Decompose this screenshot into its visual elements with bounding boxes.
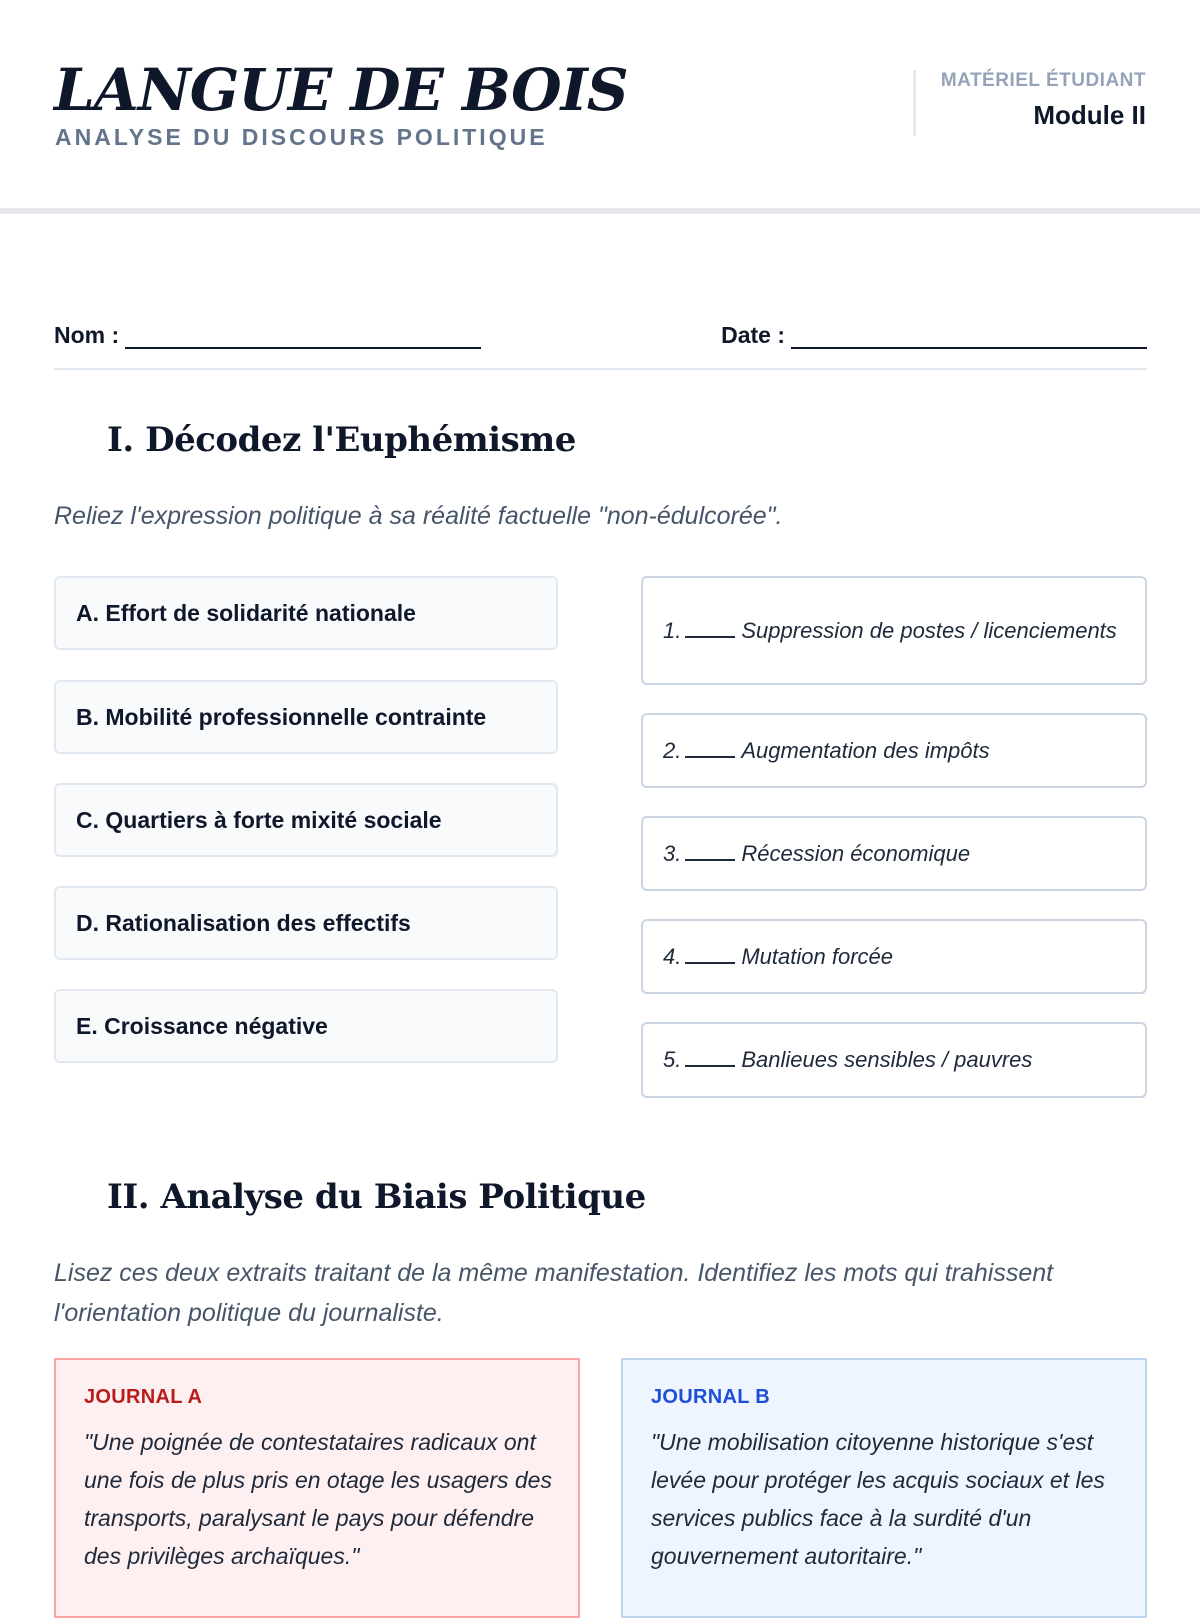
term-item: E. Croissance négative bbox=[54, 989, 558, 1063]
answer-text: Suppression de postes / licenciements bbox=[741, 617, 1117, 643]
answer-item bbox=[641, 919, 1147, 994]
answer-item bbox=[641, 816, 1147, 891]
material-label: MATÉRIEL ÉTUDIANT bbox=[940, 70, 1146, 91]
term-item: A. Effort de solidarité nationale bbox=[54, 576, 558, 650]
name-field[interactable] bbox=[54, 322, 481, 349]
term-item: C. Quartiers à forte mixité sociale bbox=[54, 783, 558, 857]
term-item: D. Rationalisation des effectifs bbox=[54, 886, 558, 960]
journal-b-label: JOURNAL B bbox=[651, 1386, 771, 1408]
page-header bbox=[0, 0, 1200, 214]
answer-blank[interactable] bbox=[685, 944, 735, 964]
module-info bbox=[913, 70, 1146, 136]
section-title-bias: II. Analyse du Biais Politique bbox=[107, 1177, 646, 1217]
section-instruction-bias: Lisez ces deux extraits traitant de la même manifestation. Identifiez les mots qui trahissent l'orientation politique du journaliste. bbox=[54, 1259, 1054, 1327]
journal-b-card bbox=[621, 1358, 1147, 1618]
answer-text: Mutation forcée bbox=[741, 943, 893, 969]
date-label: Date : bbox=[721, 322, 785, 348]
answer-number: 1. bbox=[663, 617, 682, 643]
answer-item bbox=[641, 713, 1147, 788]
date-field[interactable] bbox=[721, 322, 1147, 349]
section-instruction-euphemism: Reliez l'expression politique à sa réalité factuelle "non-édulcorée". bbox=[54, 502, 783, 530]
answer-blank[interactable] bbox=[685, 618, 735, 638]
answer-number: 5. bbox=[663, 1047, 682, 1072]
answer-content bbox=[663, 614, 1117, 648]
journal-b-quote: "Une mobilisation citoyenne historique s'est levée pour protéger les acquis sociaux et les services publics face à la surdité d'un gouvernement autoritaire." bbox=[651, 1429, 1105, 1569]
answer-number: 2. bbox=[663, 737, 682, 763]
answer-blank[interactable] bbox=[685, 841, 735, 861]
answer-content bbox=[663, 940, 893, 974]
answer-text: Augmentation des impôts bbox=[741, 737, 990, 763]
answer-content bbox=[663, 734, 990, 768]
journal-a-card bbox=[54, 1358, 580, 1618]
answer-number: 4. bbox=[663, 943, 682, 969]
answer-item bbox=[641, 576, 1147, 685]
module-label: Module II bbox=[1033, 100, 1146, 130]
answer-number: 3. bbox=[663, 840, 682, 866]
journal-a-quote: "Une poignée de contestataires radicaux ont une fois de plus pris en otage les usagers des transports, paralysant le pays pour défendre des privilèges archaïques." bbox=[84, 1429, 552, 1569]
answer-item bbox=[641, 1022, 1147, 1098]
student-fields bbox=[54, 318, 1147, 370]
date-blank-line[interactable] bbox=[791, 325, 1147, 349]
answer-text: Récession économique bbox=[741, 840, 971, 866]
answer-content bbox=[663, 1043, 1032, 1077]
answer-content bbox=[663, 837, 970, 871]
name-blank-line[interactable] bbox=[125, 325, 481, 349]
journal-a-label: JOURNAL A bbox=[84, 1386, 203, 1408]
answer-text: Banlieues sensibles / pauvres bbox=[741, 1047, 1033, 1072]
document-subtitle: ANALYSE DU DISCOURS POLITIQUE bbox=[55, 124, 548, 150]
term-item: B. Mobilité professionnelle contrainte bbox=[54, 680, 558, 754]
name-label: Nom : bbox=[54, 322, 120, 348]
answer-blank[interactable] bbox=[685, 1047, 735, 1067]
section-title-euphemism: I. Décodez l'Euphémisme bbox=[107, 420, 576, 460]
answer-blank[interactable] bbox=[685, 738, 735, 758]
document-title: LANGUE DE BOIS bbox=[54, 56, 628, 124]
